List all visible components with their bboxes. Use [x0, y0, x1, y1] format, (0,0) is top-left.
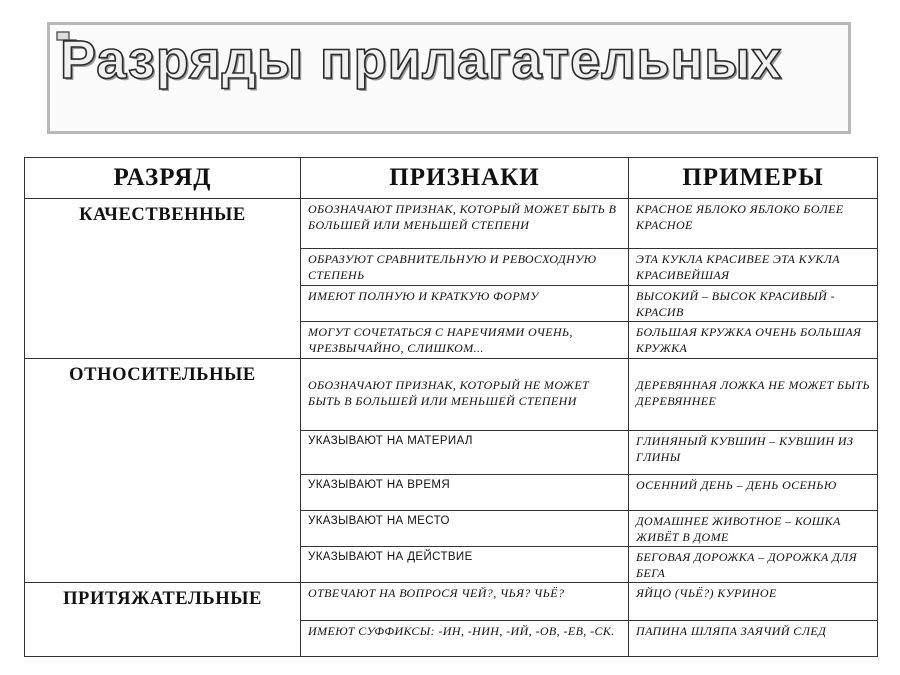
page-title: Разряды прилагательных [60, 30, 783, 90]
table-row [25, 583, 878, 621]
feature-cell: ОБРАЗУЮТ СРАВНИТЕЛЬНУЮ И РЕВОСХОДНУЮ СТЕПЕНЬ [301, 249, 629, 286]
example-cell: БЕГОВАЯ ДОРОЖКА – ДОРОЖКА ДЛЯ БЕГА [629, 547, 878, 583]
example-cell: КРАСНОЕ ЯБЛОКО ЯБЛОКО БОЛЕЕ КРАСНОЕ [629, 199, 878, 249]
table-row [25, 359, 878, 431]
example-cell: ПАПИНА ШЛЯПА ЗАЯЧИЙ СЛЕД [629, 621, 878, 657]
example-cell: БОЛЬШАЯ КРУЖКА ОЧЕНЬ БОЛЬШАЯ КРУЖКА [629, 322, 878, 359]
example-cell: ГЛИНЯНЫЙ КУВШИН – КУВШИН ИЗ ГЛИНЫ [629, 431, 878, 475]
header-rank: РАЗРЯД [25, 158, 301, 199]
example-cell: ДЕРЕВЯННАЯ ЛОЖКА НЕ МОЖЕТ БЫТЬ ДЕРЕВЯННЕЕ [629, 359, 878, 431]
feature-cell: ОТВЕЧАЮТ НА ВОПРОСЯ ЧЕЙ?, ЧЬЯ? ЧЬЁ? [301, 583, 629, 621]
feature-cell: ИМЕЮТ ПОЛНУЮ И КРАТКУЮ ФОРМУ [301, 286, 629, 322]
header-features: ПРИЗНАКИ [301, 158, 629, 199]
title-banner [47, 22, 851, 134]
category-qualitative: КАЧЕСТВЕННЫЕ [25, 199, 301, 359]
header-row [25, 158, 878, 199]
feature-cell: ОБОЗНАЧАЮТ ПРИЗНАК, КОТОРЫЙ МОЖЕТ БЫТЬ В БОЛЬШЕЙ ИЛИ МЕНЬШЕЙ СТЕПЕНИ [301, 199, 629, 249]
example-cell: ВЫСОКИЙ – ВЫСОК КРАСИВЫЙ - КРАСИВ [629, 286, 878, 322]
header-examples: ПРИМЕРЫ [629, 158, 878, 199]
category-relative: ОТНОСИТЕЛЬНЫЕ [25, 359, 301, 583]
adjective-ranks-table [24, 157, 878, 657]
example-cell: ДОМАШНЕЕ ЖИВОТНОЕ – КОШКА ЖИВЁТ В ДОМЕ [629, 511, 878, 547]
feature-cell: ОБОЗНАЧАЮТ ПРИЗНАК, КОТОРЫЙ НЕ МОЖЕТ БЫТЬ В БОЛЬШЕЙ ИЛИ МЕНЬШЕЙ СТЕПЕНИ [301, 359, 629, 431]
category-possessive: ПРИТЯЖАТЕЛЬНЫЕ [25, 583, 301, 657]
feature-cell: МОГУТ СОЧЕТАТЬСЯ С НАРЕЧИЯМИ ОЧЕНЬ, ЧРЕЗВЫЧАЙНО, СЛИШКОМ... [301, 322, 629, 359]
feature-cell: УКАЗЫВАЮТ НА ВРЕМЯ [301, 475, 629, 511]
feature-cell: ИМЕЮТ СУФФИКСЫ: -ИН, -НИН, -ИЙ, -ОВ, -ЕВ, -СК. [301, 621, 629, 657]
table-row [25, 199, 878, 249]
example-cell: ЭТА КУКЛА КРАСИВЕЕ ЭТА КУКЛА КРАСИВЕЙШАЯ [629, 249, 878, 286]
example-cell: ЯЙЦО (ЧЬЁ?) КУРИНОЕ [629, 583, 878, 621]
feature-cell: УКАЗЫВАЮТ НА ДЕЙСТВИЕ [301, 547, 629, 583]
feature-cell: УКАЗЫВАЮТ НА МАТЕРИАЛ [301, 431, 629, 475]
example-cell: ОСЕННИЙ ДЕНЬ – ДЕНЬ ОСЕНЬЮ [629, 475, 878, 511]
feature-cell: УКАЗЫВАЮТ НА МЕСТО [301, 511, 629, 547]
